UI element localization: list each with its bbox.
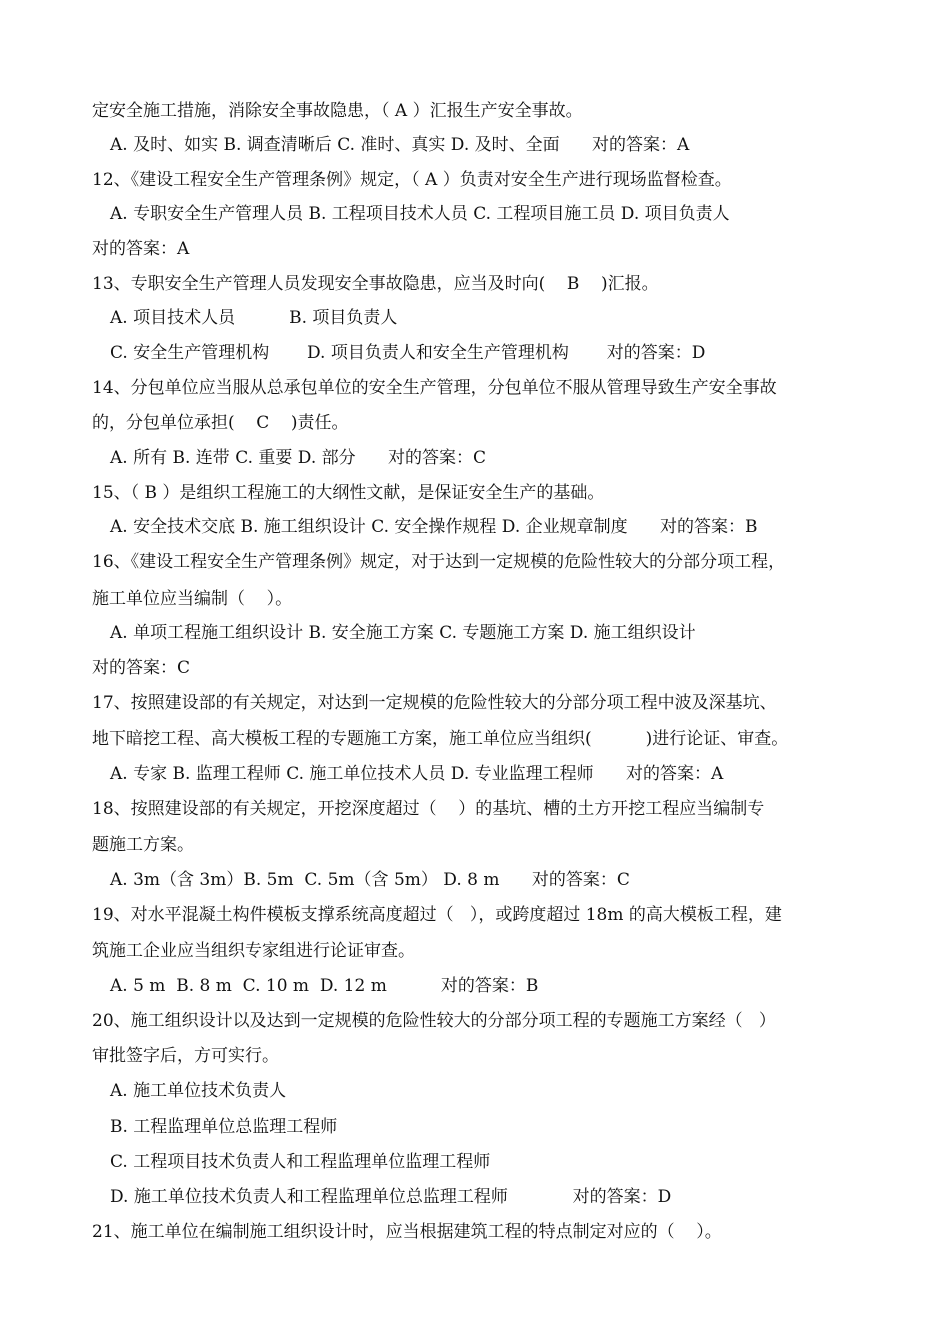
answer-options: A. 专家 B. 监理工程师 C. 施工单位技术人员 D. 专业监理工程师 对的答案：A xyxy=(110,764,724,784)
answer-options: A. 单项工程施工组织设计 B. 安全施工方案 C. 专题施工方案 D. 施工组织设计 xyxy=(110,623,696,643)
question-12: 12、《建设工程安全生产管理条例》规定，（ A ）负责对安全生产进行现场监督检查。 xyxy=(92,170,732,190)
text-line: 的，分包单位承担( C )责任。 xyxy=(92,413,349,433)
answer-options: A. 项目技术人员 B. 项目负责人 xyxy=(110,308,398,328)
answer-options: A. 及时、如实 B. 调查清晰后 C. 准时、真实 D. 及时、全面 对的答案：A xyxy=(110,135,690,155)
text-line: 题施工方案。 xyxy=(92,835,194,855)
answer-option-d: D. 施工单位技术负责人和工程监理单位总监理工程师 对的答案：D xyxy=(110,1187,672,1207)
text-line: 地下暗挖工程、高大模板工程的专题施工方案，施工单位应当组织( )进行论证、审查。 xyxy=(92,729,789,749)
correct-answer: 对的答案：A xyxy=(92,239,190,259)
question-17: 17、按照建设部的有关规定，对达到一定规模的危险性较大的分部分项工程中波及深基坑、 xyxy=(92,693,777,713)
answer-options: A. 5 m B. 8 m C. 10 m D. 12 m 对的答案：B xyxy=(110,976,539,996)
question-15: 15、（ B ）是组织工程施工的大纲性文献，是保证安全生产的基础。 xyxy=(92,483,605,503)
question-18: 18、按照建设部的有关规定，开挖深度超过（ ）的基坑、槽的土方开挖工程应当编制专 xyxy=(92,799,765,819)
correct-answer: 对的答案：C xyxy=(92,658,191,678)
answer-options: A. 3m（含 3m）B. 5m C. 5m（含 5m） D. 8 m 对的答案：C xyxy=(110,870,630,890)
text-line: 审批签字后，方可实行。 xyxy=(92,1046,279,1066)
answer-options: A. 专职安全生产管理人员 B. 工程项目技术人员 C. 工程项目施工员 D. 项目负责人 xyxy=(110,204,730,224)
question-19: 19、对水平混凝土构件模板支撑系统高度超过（ ），或跨度超过 18m 的高大模板工程，建 xyxy=(92,905,782,925)
text-line: 定安全施工措施，消除安全事故隐患，（ A ）汇报生产安全事故。 xyxy=(92,101,583,121)
answer-option-b: B. 工程监理单位总监理工程师 xyxy=(110,1117,338,1137)
answer-option-a: A. 施工单位技术负责人 xyxy=(110,1081,287,1101)
question-20: 20、施工组织设计以及达到一定规模的危险性较大的分部分项工程的专题施工方案经（ ） xyxy=(92,1011,776,1031)
text-line: 筑施工企业应当组织专家组进行论证审查。 xyxy=(92,941,415,961)
answer-options: C. 安全生产管理机构 D. 项目负责人和安全生产管理机构 对的答案：D xyxy=(110,343,706,363)
answer-options: A. 所有 B. 连带 C. 重要 D. 部分 对的答案：C xyxy=(110,448,487,468)
question-21: 21、施工单位在编制施工组织设计时，应当根据建筑工程的特点制定对应的（ ）。 xyxy=(92,1222,722,1242)
answer-option-c: C. 工程项目技术负责人和工程监理单位监理工程师 xyxy=(110,1152,491,1172)
question-16: 16、《建设工程安全生产管理条例》规定，对于达到一定规模的危险性较大的分部分项工程， xyxy=(92,552,786,572)
answer-options: A. 安全技术交底 B. 施工组织设计 C. 安全操作规程 D. 企业规章制度 对的答案：B xyxy=(110,517,758,537)
question-13: 13、专职安全生产管理人员发现安全事故隐患，应当及时向( B )汇报。 xyxy=(92,274,659,294)
text-line: 施工单位应当编制（ ）。 xyxy=(92,589,293,609)
question-14: 14、分包单位应当服从总承包单位的安全生产管理，分包单位不服从管理导致生产安全事故 xyxy=(92,378,777,398)
